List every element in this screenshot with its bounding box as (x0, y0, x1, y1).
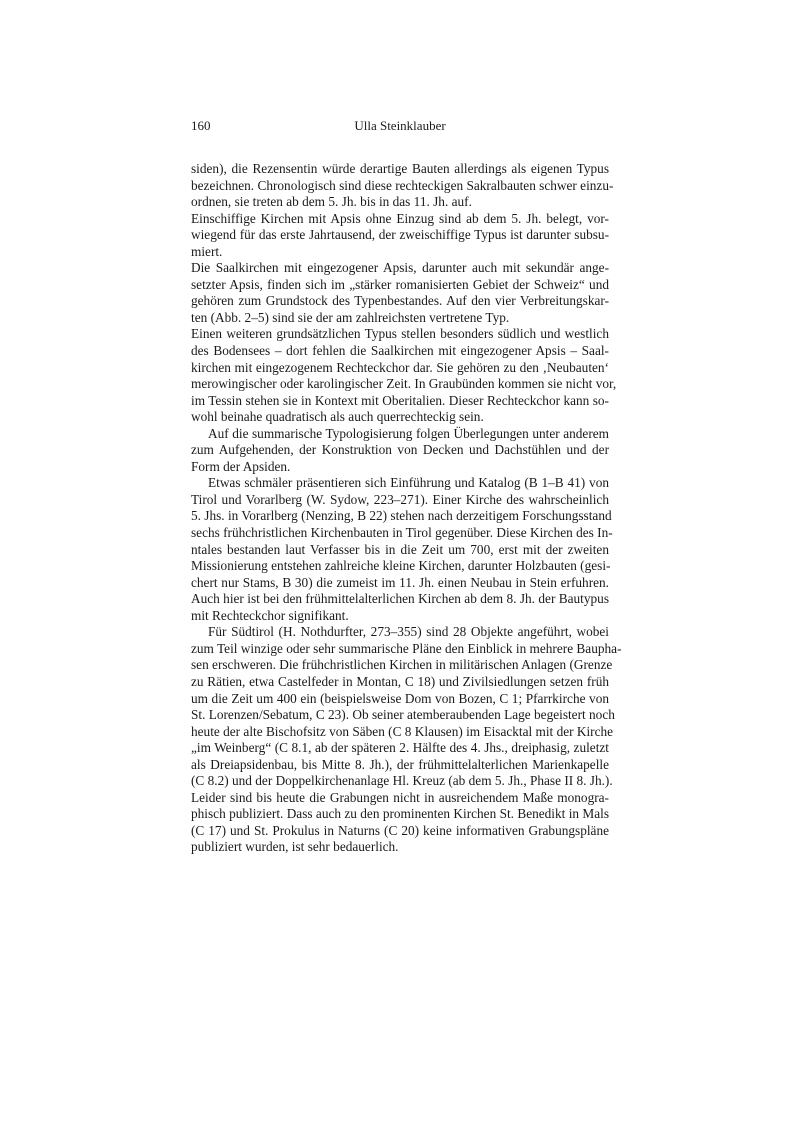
paragraph (191, 624, 622, 856)
text-line: publiziert wurden, ist sehr bedauerlich. (191, 839, 399, 855)
text-line: chert nur Stams, B 30) die zumeist im 11. Jh. einen Neubau in Stein erfuhren. (191, 574, 609, 590)
text-line: wiegend für das erste Jahrtausend, der zweischiffige Typus ist darunter subsu- (191, 227, 609, 243)
text-line: mit Rechteckchor signifikant. (191, 607, 349, 623)
text-line: (C 17) und St. Prokulus in Naturns (C 20) keine informativen Grabungspläne (191, 822, 609, 838)
text-line: ntales bestanden laut Verfasser bis in die Zeit um 700, erst mit der zweiten (191, 541, 609, 557)
text-line: als Dreiapsidenbau, bis Mitte 8. Jh.), der frühmittelalterlichen Marienkapelle (191, 756, 609, 772)
text-line: gehören zum Grundstock des Typenbestandes. Auf den vier Verbreitungskar- (191, 293, 609, 309)
text-line: „im Weinberg“ (C 8.1, ab der späteren 2. Hälfte des 4. Jhs., dreiphasig, zuletzt (191, 740, 609, 756)
text-line: Einschiffige Kirchen mit Apsis ohne Einzug sind ab dem 5. Jh. belegt, vor- (191, 210, 609, 226)
paragraph (191, 326, 617, 425)
text-line: ten (Abb. 2–5) sind sie der am zahlreichsten vertretene Typ. (191, 309, 510, 325)
text-line: zu Rätien, etwa Castelfeder in Montan, C 18) und Zivilsiedlungen setzen früh (191, 673, 609, 689)
paragraph (191, 260, 609, 326)
text-line: setzter Apsis, finden sich im „stärker romanisierten Gebiet der Schweiz“ und (191, 276, 609, 292)
text-line: Tirol und Vorarlberg (W. Sydow, 223–271). Einer Kirche des wahrscheinlich (191, 491, 609, 507)
text-line: Etwas schmäler präsentieren sich Einführung und Katalog (B 1–B 41) von (208, 475, 609, 491)
text-line: siden), die Rezensentin würde derartige Bauten allerdings als eigenen Typus (191, 161, 609, 176)
text-line: ordnen, sie treten ab dem 5. Jh. bis in das 11. Jh. auf. (191, 194, 472, 210)
text-line: merowingischer oder karolingischer Zeit. In Graubünden kommen sie nicht vor, (191, 376, 617, 392)
page-number: 160 (191, 118, 211, 133)
text-line: Auf die summarische Typologisierung folgen Überlegungen unter anderem (208, 425, 609, 441)
text-line: bezeichnen. Chronologisch sind diese rechteckigen Sakralbauten schwer einzu- (191, 177, 614, 193)
text-line: Für Südtirol (H. Nothdurfter, 273–355) sind 28 Objekte angeführt, wobei (208, 624, 609, 640)
body-text (191, 161, 622, 856)
text-line: St. Lorenzen/Sebatum, C 23). Ob seiner atemberaubenden Lage begeistert noch (191, 707, 615, 723)
text-line: wohl beinahe quadratisch als auch querrechteckig sein. (191, 409, 484, 425)
page-header (191, 118, 609, 136)
text-line: sechs frühchristlichen Kirchenbauten in Tirol gegenüber. Diese Kirchen des In- (191, 525, 613, 541)
text-line: heute der alte Bischofsitz von Säben (C 8 Klausen) im Eisacktal mit der Kirche (191, 723, 614, 739)
text-line: Die Saalkirchen mit eingezogener Apsis, darunter auch mit sekundär ange- (191, 260, 609, 276)
text-line: kirchen mit eingezogenem Rechteckchor dar. Sie gehören zu den ‚Neubauten‘ (191, 359, 609, 375)
paragraph (191, 161, 614, 211)
text-line: des Bodensees – dort fehlen die Saalkirchen mit eingezogener Apsis – Saal- (191, 343, 609, 359)
text-line: Form der Apsiden. (191, 458, 291, 474)
text-line: sen erschweren. Die frühchristlichen Kirchen in militärischen Anlagen (Grenze (191, 657, 613, 673)
text-line: phisch publiziert. Dass auch zu den prominenten Kirchen St. Benedikt in Mals (191, 806, 609, 822)
text-line: (C 8.2) und der Doppelkirchenanlage Hl. Kreuz (ab dem 5. Jh., Phase II 8. Jh.). (191, 773, 613, 789)
text-line: 5. Jhs. in Vorarlberg (Nenzing, B 22) stehen nach derzeitigem Forschungsstand (191, 508, 612, 524)
paragraph (191, 426, 609, 476)
text-line: Einen weiteren grundsätzlichen Typus stellen besonders südlich und westlich (191, 326, 609, 342)
text-line: Auch hier ist bei den frühmittelalterlichen Kirchen ab dem 8. Jh. der Bautypus (191, 591, 609, 607)
paragraph (191, 211, 609, 261)
running-head: Ulla Steinklauber (354, 118, 446, 133)
text-line: zum Aufgehenden, der Konstruktion von Decken und Dachstühlen und der (191, 442, 609, 458)
text-line: im Tessin stehen sie in Kontext mit Oberitalien. Dieser Rechteckchor kann so- (191, 392, 609, 408)
text-line: zum Teil winzige oder sehr summarische Pläne den Einblick in mehrere Baupha- (191, 640, 622, 656)
text-line: Leider sind bis heute die Grabungen nicht in ausreichendem Maße monogra- (191, 789, 609, 805)
paragraph (191, 475, 613, 624)
text-line: um die Zeit um 400 ein (beispielsweise Dom von Bozen, C 1; Pfarrkirche von (191, 690, 609, 706)
text-line: miert. (191, 243, 223, 259)
text-line: Missionierung entstehen zahlreiche kleine Kirchen, darunter Holzbauten (gesi- (191, 558, 611, 574)
